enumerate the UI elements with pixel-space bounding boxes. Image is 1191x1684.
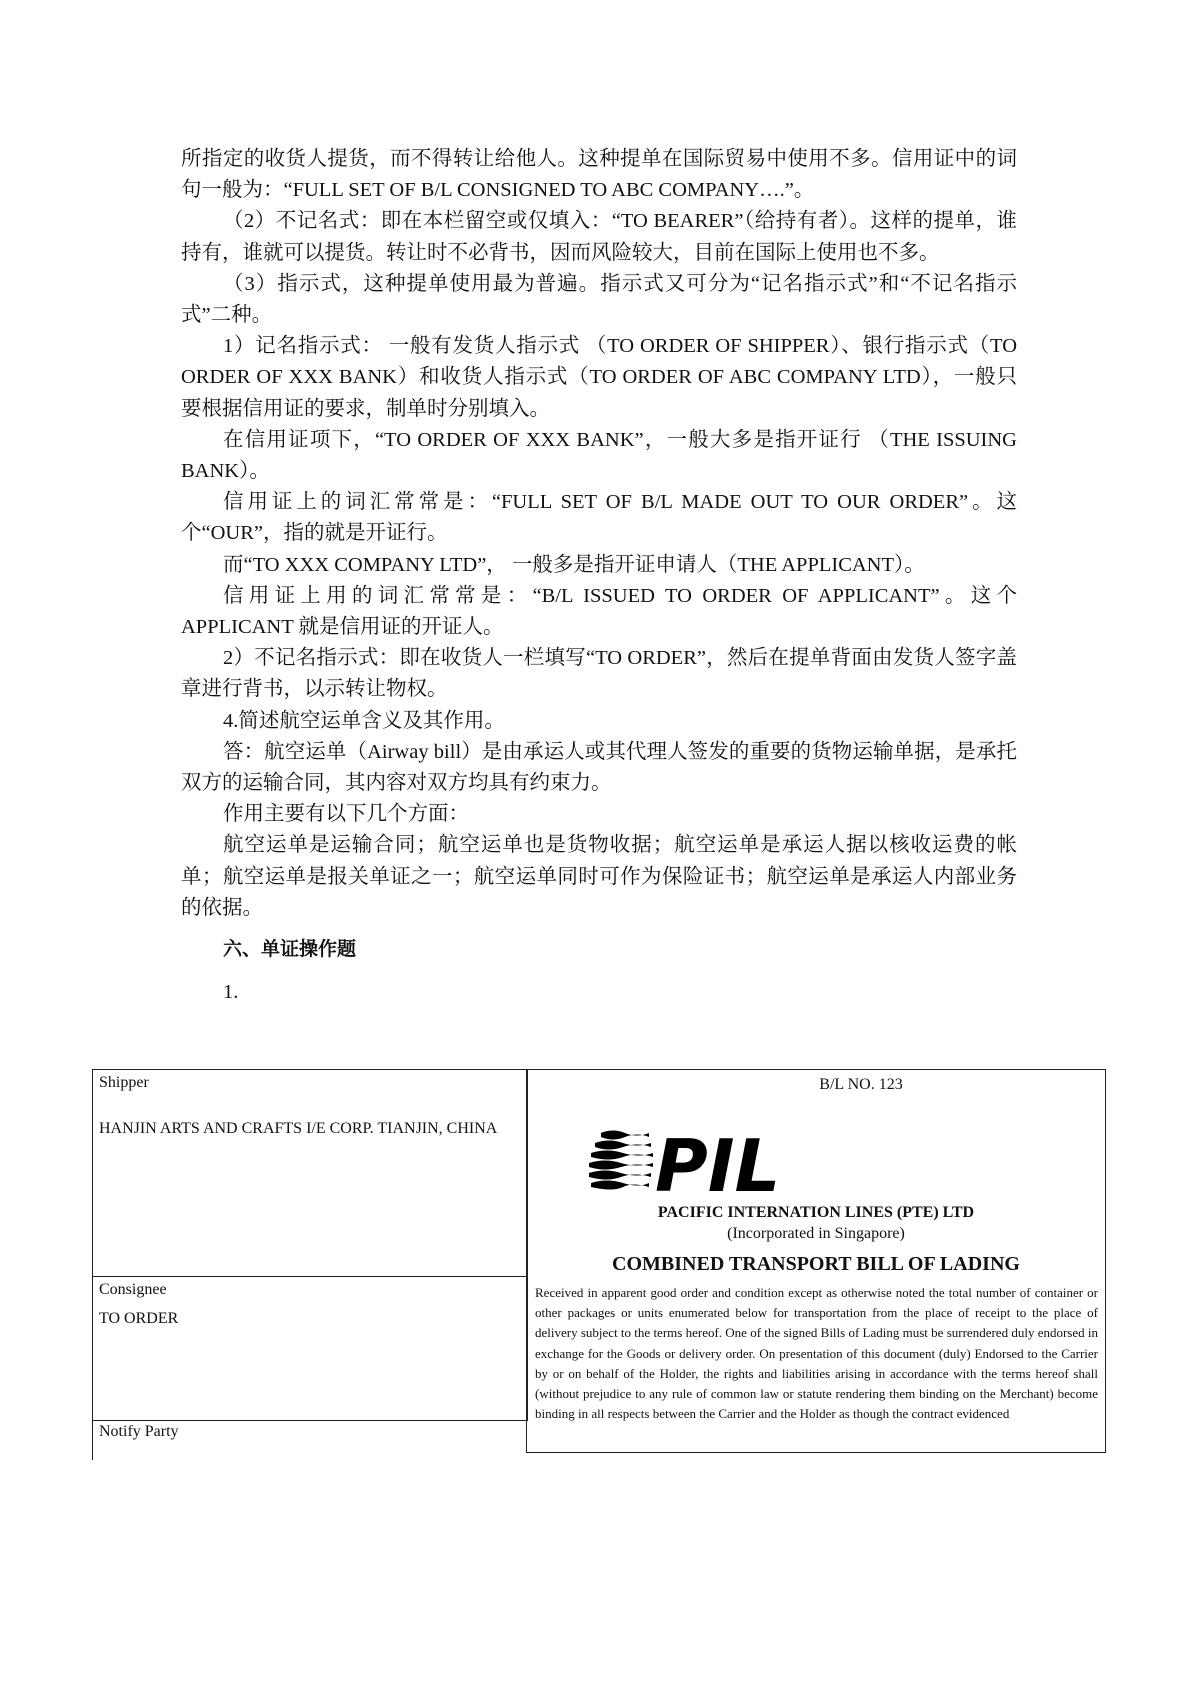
shipper-label: Shipper (99, 1074, 149, 1091)
question: 4.简述航空运单含义及其作用。 (223, 709, 505, 732)
section-heading: 六、单证操作题 (223, 938, 357, 961)
bill-of-lading-form (92, 1069, 1106, 1451)
paragraph: 航空运单是运输合同；航空运单也是货物收据；航空运单是承运人据以核收运费的帐单；航空运单是报关单证之一；航空运单同时可作为保险证书；航空运单是承运人内部业务的依据。 (181, 834, 1017, 919)
consignee-label: Consignee (99, 1281, 167, 1298)
notify-party-label: Notify Party (99, 1423, 179, 1440)
document-title: COMBINED TRANSPORT BILL OF LADING (612, 1253, 1020, 1275)
pil-logo (587, 1125, 817, 1200)
shipper-value: HANJIN ARTS AND CRAFTS I/E CORP. TIANJIN, CHINA (99, 1120, 498, 1137)
paragraph: 2）不记名指示式：即在收货人一栏填写“TO ORDER”，然后在提单背面由发货人签字盖章进行背书，以示转让物权。 (181, 647, 1017, 701)
consignee-box (92, 1276, 528, 1421)
logo-text: PIL (655, 1125, 781, 1200)
incorporation-note: (Incorporated in Singapore) (727, 1225, 905, 1242)
paragraph: 作用主要有以下几个方面： (223, 803, 469, 826)
company-name: PACIFIC INTERNATION LINES (PTE) LTD (657, 1204, 975, 1221)
paragraph: 信用证上的词汇常常是：“FULL SET OF B/L MADE OUT TO OUR ORDER”。这个“OUR”，指的就是开证行。 (181, 491, 1017, 545)
answer: 答：航空运单（Airway bill）是由承运人或其代理人签发的重要的货物运输单据，是承托双方的运输合同，其内容对双方均具有约束力。 (181, 740, 1017, 795)
carrier-box (526, 1069, 1106, 1453)
paragraph: （3）指示式，这种提单使用最为普遍。指示式又可分为“记名指示式”和“不记名指示式”二种。 (181, 272, 1017, 327)
bl-number: B/L NO. 123 (819, 1076, 903, 1093)
paragraph: 在信用证项下，“TO ORDER OF XXX BANK”，一般大多是指开证行 （THE ISSUING BANK）。 (181, 428, 1017, 483)
paragraph: （2）不记名式：即在本栏留空或仅填入：“TO BEARER”（给持有者）。这样的提单，谁持有，谁就可以提货。转让时不必背书，因而风险较大，目前在国际上使用也不多。 (181, 210, 1017, 264)
paragraph: 信用证上用的词汇常常是：“B/L ISSUED TO ORDER OF APPLICANT”。这个APPLICANT 就是信用证的开证人。 (181, 584, 1017, 639)
body-text (181, 144, 1017, 1008)
paragraph: 而“TO XXX COMPANY LTD”， 一般多是指开证申请人（THE APPLICANT）。 (223, 553, 925, 576)
paragraph: 所指定的收货人提货，而不得转让给他人。这种提单在国际贸易中使用不多。信用证中的词句一般为：“FULL SET OF B/L CONSIGNED TO ABC COMPANY….”。 (181, 148, 1017, 202)
item-number: 1. (223, 981, 239, 1004)
consignee-value: TO ORDER (99, 1310, 179, 1327)
paragraph: 1）记名指示式： 一般有发货人指示式 （TO ORDER OF SHIPPER）、银行指示式（TO ORDER OF XXX BANK）和收货人指示式（TO ORDER OF ABC COMPANY LTD），一般只要根据信用证的要求，制单时分别填入。 (181, 335, 1017, 420)
terms-text: Received in apparent good order and condition except as otherwise noted the total number of container or other packages or units enumerated below for transportation from the place of receipt to the place of delivery subject to the terms hereof. One of the signed Bills of Lading must be surrendered duly endorsed in exchange for the Goods or delivery order. On presentation of this document (duly) Endorsed to the Carrier by or on behalf of the Holder, the rights and liabilities arising in accordance with the terms hereof shall (without prejudice to any rule of common law or statute rendering them binding on the Merchant) become binding in all respects between the Carrier and the Holder as though the contract evidenced (535, 1285, 1098, 1422)
shipper-box (92, 1069, 528, 1277)
notify-party-box (92, 1420, 528, 1460)
